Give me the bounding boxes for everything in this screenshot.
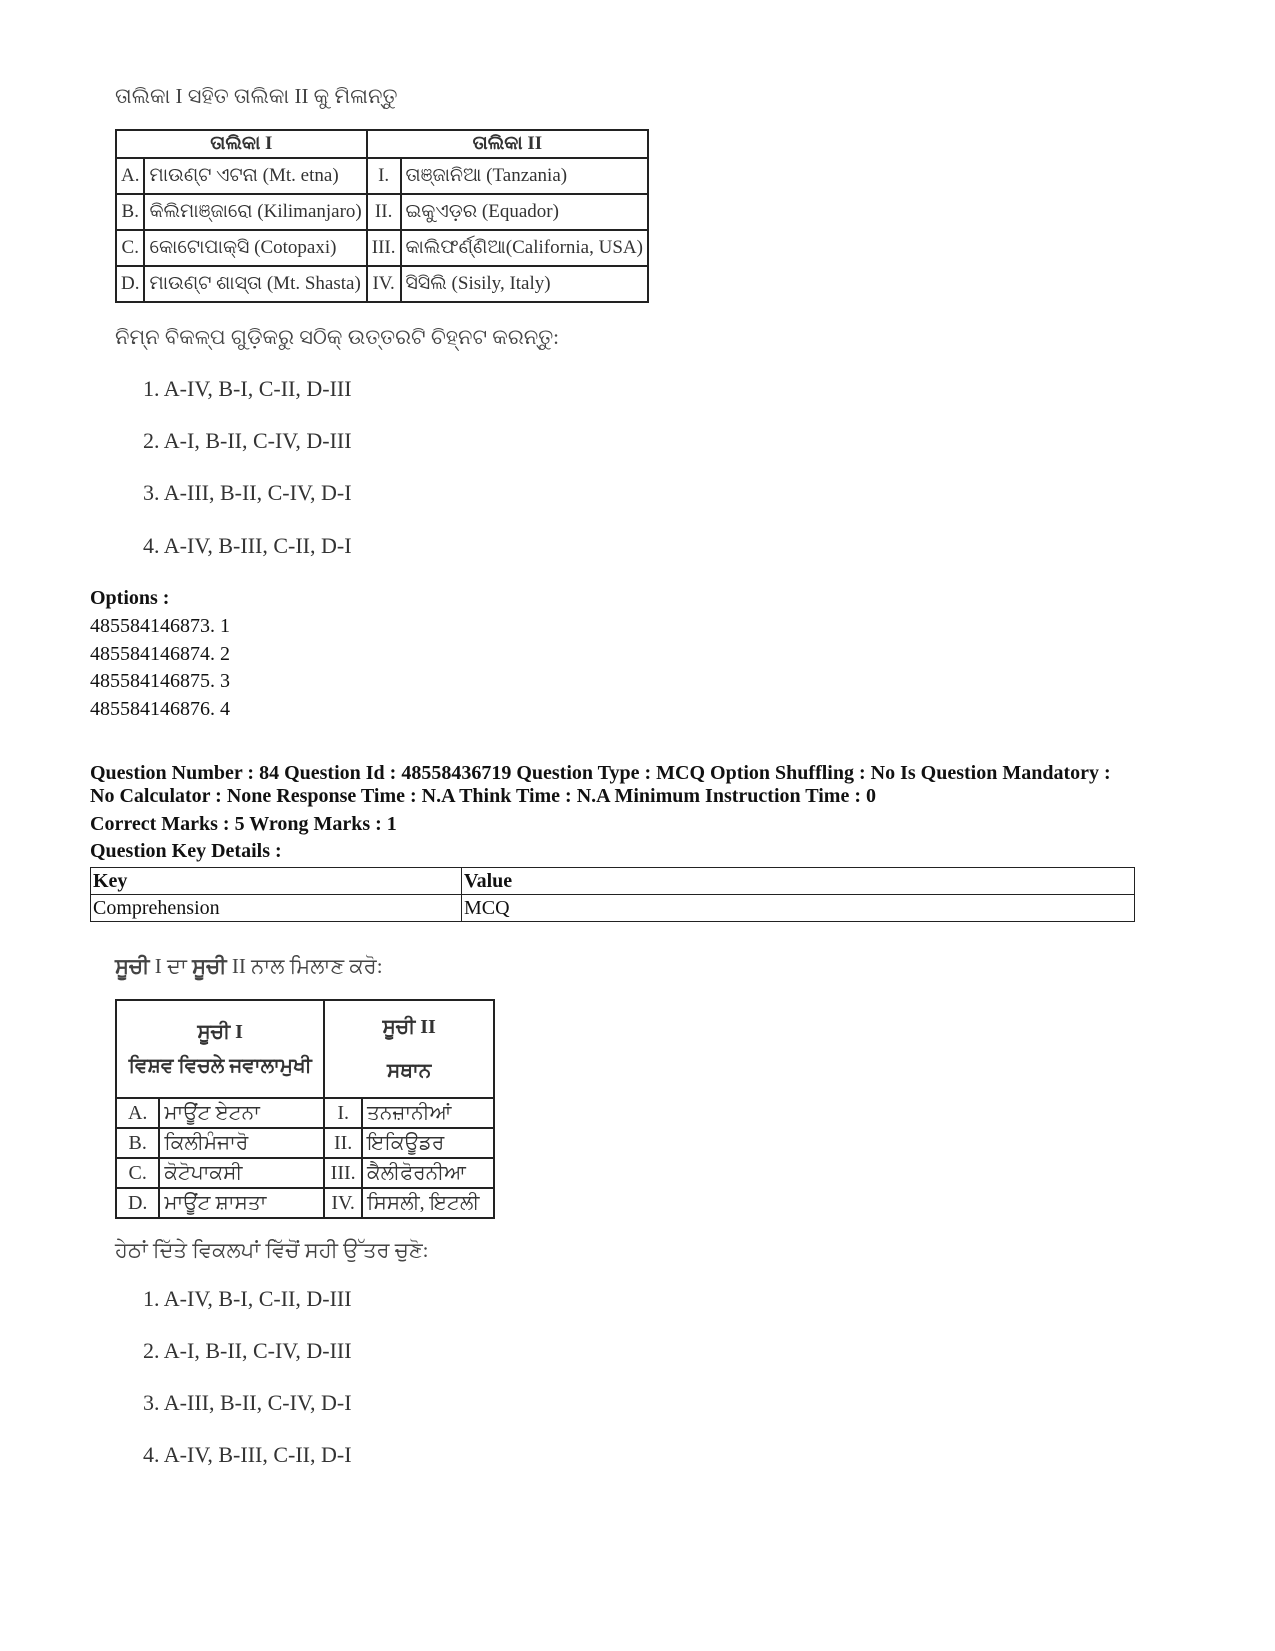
q83-prompt: ନିମ୍ନ ବିକଳ୍ପ ଗୁଡ଼ିକରୁ ସଠିକ୍ ଉତ୍ତରଟି ଚିହ୍ନଟ କରନ୍ତୁ: <box>115 325 560 349</box>
table-row <box>116 1098 494 1128</box>
row-numeral: III. <box>367 230 401 266</box>
table-row <box>116 266 648 302</box>
table-row <box>116 1158 494 1188</box>
q83-choice-3: 3. A-III, B-II, C-IV, D-I <box>143 480 352 505</box>
row-numeral: I. <box>367 158 401 194</box>
row-item: ਕਿਲੀਮੰਜਾਰੋ <box>159 1128 324 1158</box>
row-letter: C. <box>116 1158 159 1188</box>
q83-match-table <box>115 129 649 303</box>
row-letter: B. <box>116 194 144 230</box>
row-numeral: II. <box>367 194 401 230</box>
q84-intro-bold-1: ਸੂਚੀ <box>115 954 150 978</box>
q83-choice-1: 1. A-IV, B-I, C-II, D-III <box>143 376 352 401</box>
question-meta-line1: Question Number : 84 Question Id : 48558436719 Question Type : MCQ Option Shuffling : No Is Question Mandatory : <box>90 762 1111 784</box>
row-item: ਮਾਊਂਟ ਸ਼ਾਸਤਾ <box>159 1188 324 1218</box>
table-row <box>116 194 648 230</box>
option-id-4: 485584146876. 4 <box>90 698 230 720</box>
row-location: ਤਨਜ਼ਾਨੀਆਂ <box>362 1098 494 1128</box>
row-numeral: III. <box>324 1158 362 1188</box>
row-location: ସିସିଲି (Sisily, Italy) <box>401 266 648 302</box>
q84-intro-bold-2: ਸੂਚੀ <box>192 954 227 978</box>
option-id-2: 485584146874. 2 <box>90 643 230 665</box>
row-numeral: IV. <box>367 266 401 302</box>
q83-choice-4: 4. A-IV, B-III, C-II, D-I <box>143 533 352 558</box>
row-location: ਸਿਸਲੀ, ਇਟਲੀ <box>362 1188 494 1218</box>
row-letter: C. <box>116 230 144 266</box>
row-letter: B. <box>116 1128 159 1158</box>
option-id-3: 485584146875. 3 <box>90 670 230 692</box>
row-letter: D. <box>116 1188 159 1218</box>
row-item: କୋଟୋପାକ୍ସି (Cotopaxi) <box>144 230 366 266</box>
q83-choice-2: 2. A-I, B-II, C-IV, D-III <box>143 428 352 453</box>
q84-intro-end: II ਨਾਲ ਮਿਲਾਣ ਕਰੋ: <box>226 954 383 978</box>
row-letter: A. <box>116 1098 159 1128</box>
table-row <box>116 1128 494 1158</box>
row-item: ମାଉଣ୍ଟ ଏଟନା (Mt. etna) <box>144 158 366 194</box>
row-item: ਮਾਊਂਟ ਏਟਨਾ <box>159 1098 324 1128</box>
key-details-label: Question Key Details : <box>90 840 282 862</box>
q84-col2-title: ਸੂਚੀ II <box>382 1016 436 1038</box>
row-numeral: II. <box>324 1128 362 1158</box>
row-item: ମାଉଣ୍ଟ ଶାସ୍ତା (Mt. Shasta) <box>144 266 366 302</box>
q84-col1-subtitle: ਵਿਸ਼ਵ ਵਿਚਲੇ ਜਵਾਲਾਮੁਖੀ <box>128 1055 312 1077</box>
question-meta-line2: No Calculator : None Response Time : N.A Think Time : N.A Minimum Instruction Time : 0 <box>90 785 876 807</box>
value-cell: MCQ <box>462 895 1135 922</box>
q84-match-table <box>115 999 495 1219</box>
q84-choice-2: 2. A-I, B-II, C-IV, D-III <box>143 1338 352 1363</box>
row-letter: D. <box>116 266 144 302</box>
table-row <box>116 230 648 266</box>
options-label: Options : <box>90 587 170 609</box>
row-item: ਕੋਟੋਪਾਕਸੀ <box>159 1158 324 1188</box>
row-location: ਕੈਲੀਫੋਰਨੀਆ <box>362 1158 494 1188</box>
q84-choice-4: 4. A-IV, B-III, C-II, D-I <box>143 1442 352 1467</box>
q84-choice-1: 1. A-IV, B-I, C-II, D-III <box>143 1286 352 1311</box>
row-location: ਇਕਿਊਡਰ <box>362 1128 494 1158</box>
q84-col2-subtitle: ਸਥਾਨ <box>387 1060 432 1082</box>
row-numeral: I. <box>324 1098 362 1128</box>
q84-intro <box>115 954 383 979</box>
marks-line: Correct Marks : 5 Wrong Marks : 1 <box>90 813 397 835</box>
q84-col1-title: ਸੂਚੀ I <box>197 1021 243 1043</box>
option-id-1: 485584146873. 1 <box>90 615 230 637</box>
row-numeral: IV. <box>324 1188 362 1218</box>
row-letter: A. <box>116 158 144 194</box>
table-row <box>116 1188 494 1218</box>
q84-choice-3: 3. A-III, B-II, C-IV, D-I <box>143 1390 352 1415</box>
key-details-table <box>90 867 1135 922</box>
row-location: ଇକୁଏଡ଼ର (Equador) <box>401 194 648 230</box>
q83-col2-header: ତାଲିକା II <box>367 130 648 158</box>
q83-intro: ତାଲିକା I ସହିତ ତାଲିକା II କୁ ମିଳାନ୍ତୁ <box>115 84 398 108</box>
q84-col2-header <box>324 1000 494 1098</box>
q84-prompt: ਹੇਠਾਂ ਦਿੱਤੇ ਵਿਕਲਪਾਂ ਵਿੱਚੋਂ ਸਹੀ ਉੱਤਰ ਚੁਣੋ: <box>115 1238 429 1262</box>
row-location: କାଲିଫର୍ଣ୍ଣିଆ(California, USA) <box>401 230 648 266</box>
table-row <box>91 895 1135 922</box>
q83-col1-header: ତାଲିକା I <box>116 130 367 158</box>
key-header: Key <box>91 868 462 895</box>
table-row <box>116 158 648 194</box>
q84-col1-header <box>116 1000 324 1098</box>
key-cell: Comprehension <box>91 895 462 922</box>
value-header: Value <box>462 868 1135 895</box>
row-location: ତାଞ୍ଜାନିଆ (Tanzania) <box>401 158 648 194</box>
row-item: କିଲିମାଞ୍ଜାରୋ (Kilimanjaro) <box>144 194 366 230</box>
q84-intro-mid: I ਦਾ <box>149 954 193 978</box>
